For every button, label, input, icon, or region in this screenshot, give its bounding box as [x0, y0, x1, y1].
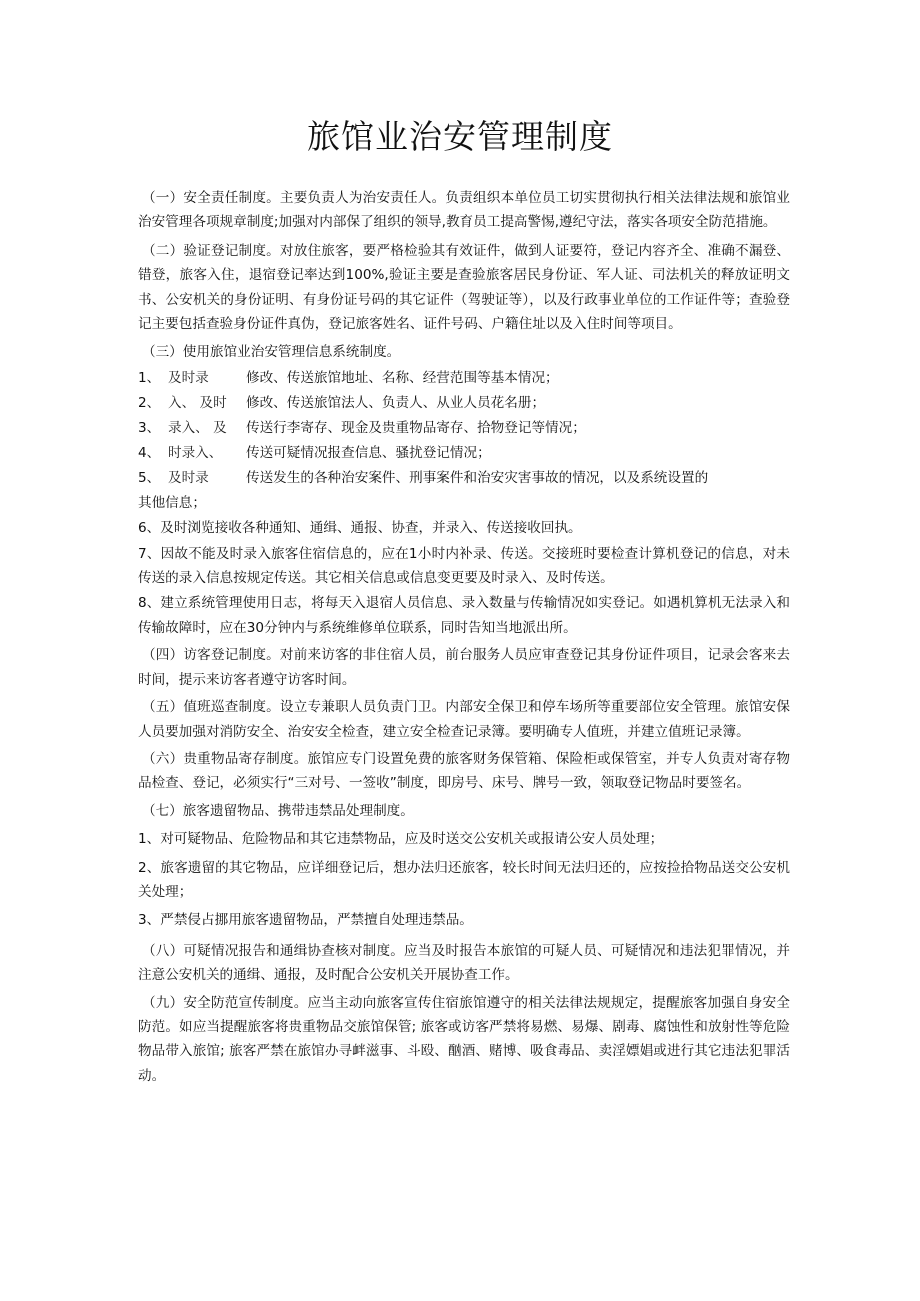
system-item-8: 8、建立系统管理使用日志，将每天入退宿人员信息、录入数量与传输情况如实登记。如遇机算机无法录入和传输故障时，应在30分钟内与系统维修单位联系，同时告知当地派出所。 — [138, 595, 790, 636]
paragraph-safety-responsibility: （一）安全责任制度。主要负责人为治安责任人。负责组织本单位员工切实贯彻执行相关法律法规和旅馆业治安管理各项规章制度;加强对内部保了组织的领导,教育员工提高警惕,遵纪守法，落实各项安全防范措施。 — [138, 190, 790, 231]
paragraph-visitor-registration: （四）访客登记制度。对前来访客的非住宿人员，前台服务人员应审查登记其身份证件项目，记录会客来去时间，提示来访客者遵守访客时间。 — [138, 647, 790, 688]
system-item-5-continuation: 其他信息； — [138, 494, 206, 511]
item-label: 入、 及时 — [168, 394, 227, 411]
item-number: 4、 — [138, 444, 161, 461]
item-text: 传送发生的各种治安案件、刑事案件和治安灾害事故的情况，以及系统设置的 — [246, 469, 709, 486]
paragraph-valuables-storage: （六）贵重物品寄存制度。旅馆应专门设置免费的旅客财务保管箱、保险柜或保管室，并专人负责对寄存物品检查、登记，必须实行“三对号、一签收”制度，即房号、床号、牌号一致，领取登记物品时要签名。 — [138, 750, 790, 792]
paragraph-id-registration: （二）验证登记制度。对放住旅客，要严格检验其有效证件，做到人证要符，登记内容齐全、准确不漏登、错登，旅客入住，退宿登记率达到100%,验证主要是查验旅客居民身份证、军人证、司法机关的释放证明文书、公安机关的身份证明、有身份证号码的其它证件（驾驶证等），以及行政事业单位的工作证件等；查验登记主要包括查验身份证件真伪，登记旅客姓名、证件号码、户籍住址以及入住时间等项目。 — [138, 242, 790, 333]
paragraph-safety-publicity: （九）安全防范宣传制度。应当主动向旅客宣传住宿旅馆遵守的相关法律法规规定，提醒旅客加强自身安全防范。如应当提醒旅客将贵重物品交旅馆保管; 旅客或访客严禁将易燃、易爆、剧毒、腐蚀性和放射性等危险物品带入旅馆; 旅客严禁在旅馆办寻衅滋事、斗殴、酗酒、赌博、吸食毒品、卖淫嫖娼或进行其它违法犯罪活动。 — [138, 994, 790, 1084]
item-text: 修改、传送旅馆地址、名称、经营范围等基本情况； — [246, 369, 559, 386]
system-item-2 — [138, 391, 790, 416]
paragraph-suspicious-report: （八）可疑情况报告和通缉协查核对制度。应当及时报告本旅馆的可疑人员、可疑情况和违法犯罪情况，并注意公安机关的通缉、通报，及时配合公安机关开展协查工作。 — [138, 942, 790, 984]
item-label: 时录入、 — [168, 444, 223, 461]
system-item-7: 7、因故不能及时录入旅客住宿信息的，应在1小时内补录、传送。交接班时要检查计算机登记的信息，对未传送的录入信息按规定传送。其它相关信息或信息变更要及时录入、及时传送。 — [138, 545, 790, 587]
paragraph-lost-items: （七）旅客遗留物品、携带违禁品处理制度。 — [142, 802, 414, 819]
item-number: 1、 — [138, 369, 161, 386]
document-title: 旅馆业治安管理制度 — [307, 117, 613, 156]
item-label: 及时录 — [168, 469, 209, 486]
paragraph-duty-patrol: （五）值班巡查制度。设立专兼职人员负责门卫。内部安全保卫和停车场所等重要部位安全管理。旅馆安保人员要加强对消防安全、治安安全检查，建立安全检查记录簿。要明确专人值班，并建立值班记录簿。 — [138, 699, 790, 740]
paragraph-info-system: （三）使用旅馆业治安管理信息系统制度。 — [142, 344, 401, 361]
document-body — [138, 186, 790, 1089]
item-label: 及时录 — [168, 369, 209, 386]
item-number: 2、 — [138, 394, 161, 411]
item-label: 录入、 及 — [168, 419, 227, 436]
item-number: 5、 — [138, 469, 161, 486]
item-text: 修改、传送旅馆法人、负责人、从业人员花名册； — [246, 394, 546, 411]
lost-items-rule-3: 3、严禁侵占挪用旅客遗留物品，严禁擅自处理违禁品。 — [138, 912, 473, 929]
item-text: 传送行李寄存、现金及贵重物品寄存、拾物登记等情况； — [246, 419, 586, 436]
item-number: 3、 — [138, 419, 161, 436]
system-item-4 — [138, 441, 790, 466]
system-item-3 — [138, 416, 790, 441]
lost-items-rule-1: 1、对可疑物品、危险物品和其它违禁物品，应及时送交公安机关或报请公安人员处理； — [138, 831, 664, 848]
system-item-1 — [138, 366, 790, 391]
lost-items-rule-2: 2、旅客遗留的其它物品，应详细登记后，想办法归还旅客，较长时间无法归还的，应按捡拾物品送交公安机关处理； — [138, 859, 790, 900]
item-text: 传送可疑情况报查信息、骚扰登记情况； — [246, 444, 491, 461]
system-item-5 — [138, 466, 790, 491]
system-item-6: 6、及时浏览接收各种通知、通缉、通报、协查，并录入、传送接收回执。 — [138, 520, 582, 537]
